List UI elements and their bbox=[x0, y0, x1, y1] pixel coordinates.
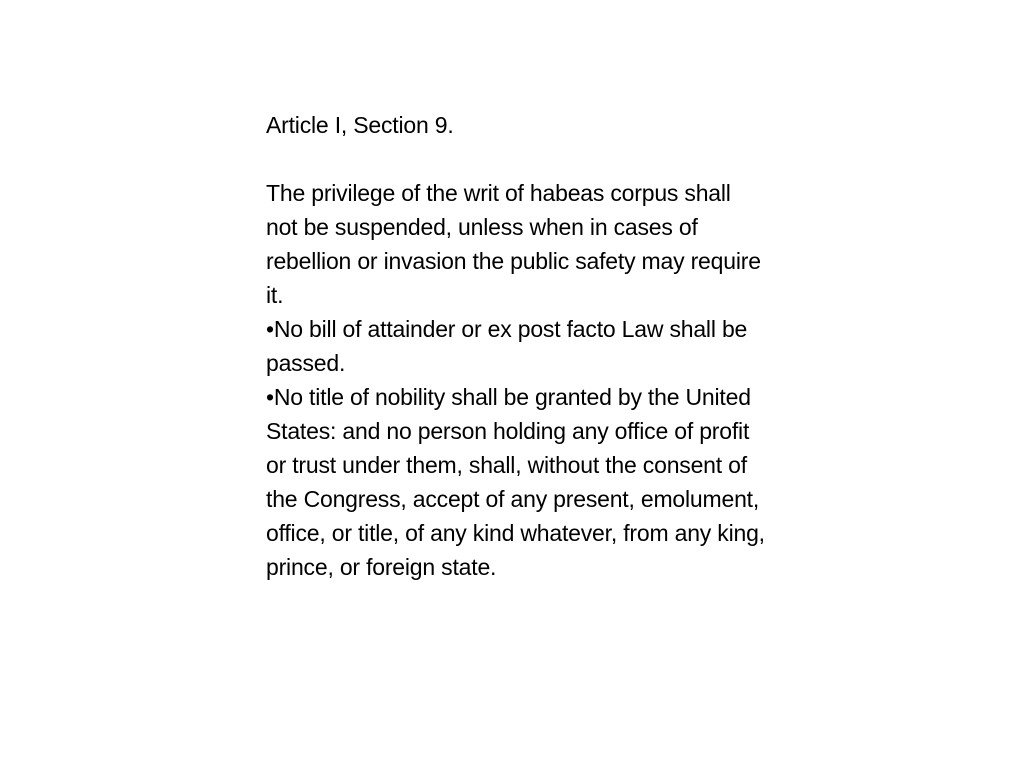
bullet-icon: • bbox=[266, 316, 274, 342]
habeas-corpus-paragraph: The privilege of the writ of habeas corpus shall not be suspended, unless when in cases of rebellion or invasion the public safety may require it. bbox=[266, 180, 761, 308]
bullet-icon: • bbox=[266, 384, 274, 410]
bullet-item-nobility bbox=[266, 380, 766, 584]
text-block bbox=[266, 108, 766, 584]
bullet-text: No bill of attainder or ex post facto Law shall be passed. bbox=[266, 316, 748, 376]
section-heading: Article I, Section 9. bbox=[266, 112, 454, 138]
bullet-text: No title of nobility shall be granted by the United States: and no person holding any office of profit or trust under them, shall, without the consent of the Congress, accept of any present, emolument, office, or title, of any kind whatever, from any king, prince, or foreign state. bbox=[266, 384, 765, 580]
bullet-item-attainder bbox=[266, 312, 766, 380]
